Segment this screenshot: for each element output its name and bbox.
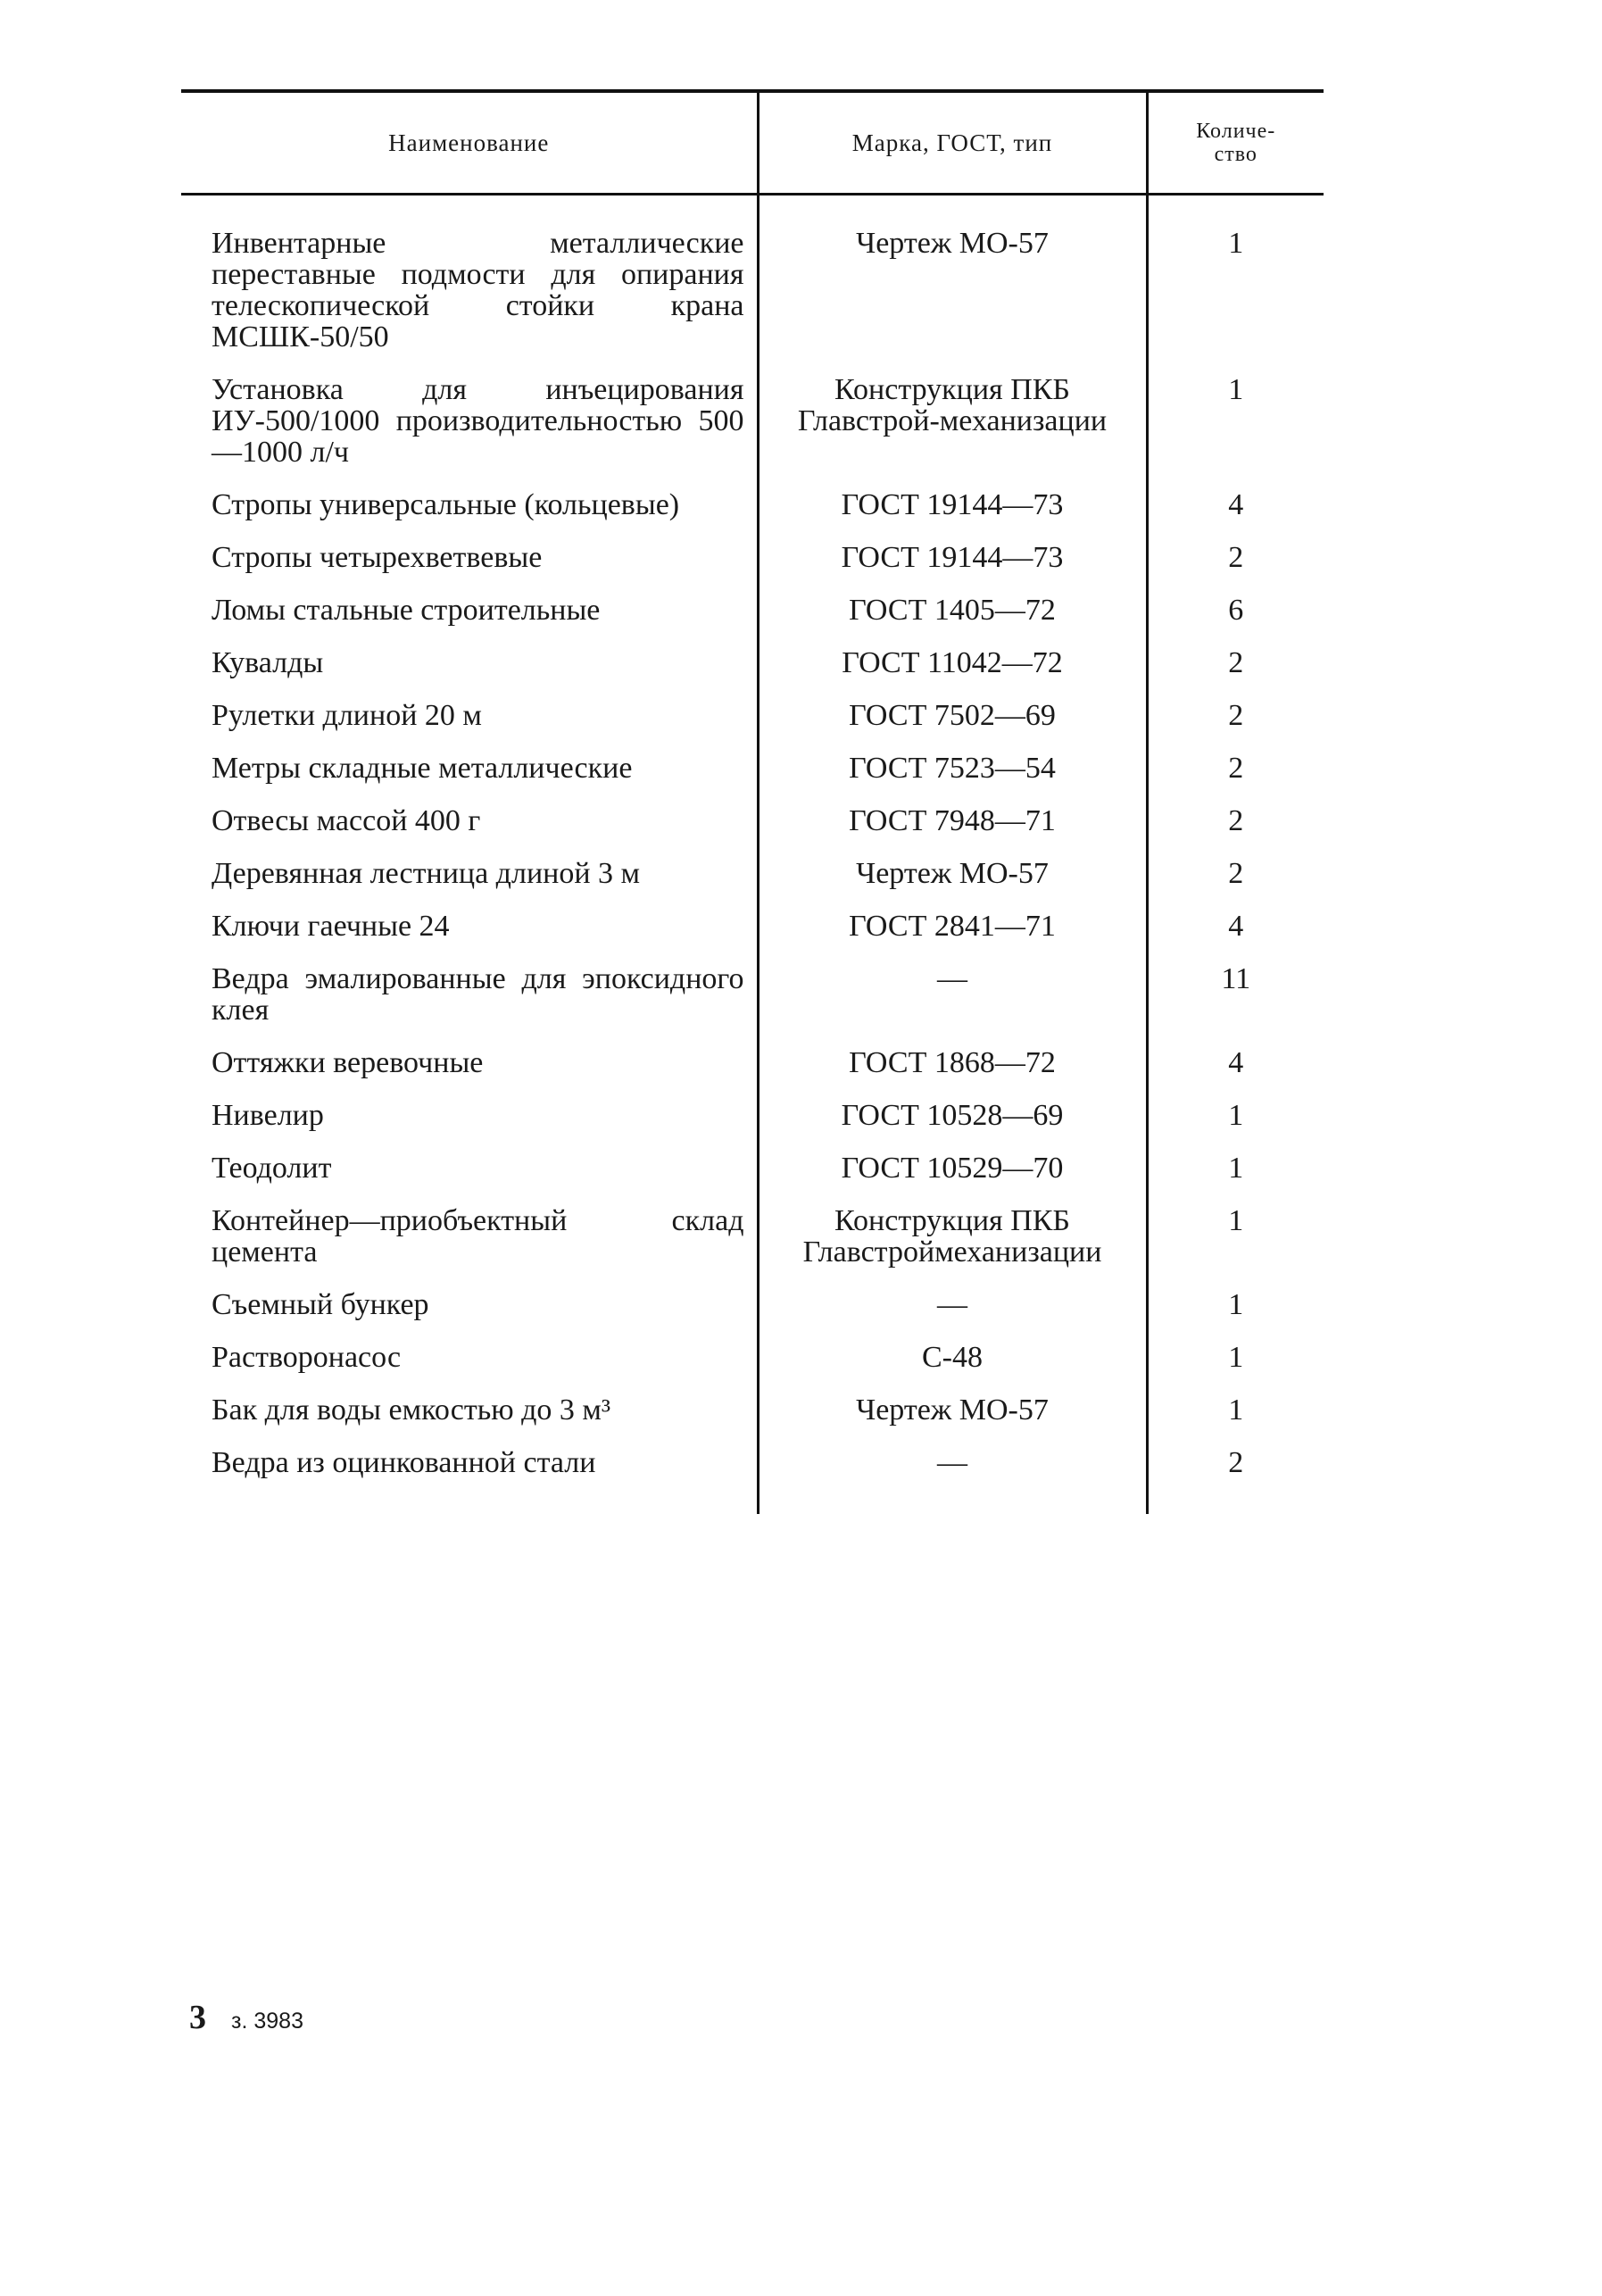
row-mark-cell: ГОСТ 1868—72 xyxy=(758,1042,1147,1094)
row-name-cell: Рулетки длиной 20 м xyxy=(212,699,482,732)
row-qty-cell: 1 xyxy=(1147,1147,1324,1200)
row-qty-cell: 2 xyxy=(1147,1442,1324,1514)
row-qty-cell: 1 xyxy=(1147,1094,1324,1147)
row-mark-cell: Конструкция ПКБ Главстрой-механизации xyxy=(758,369,1147,484)
row-mark-cell: С-48 xyxy=(758,1336,1147,1389)
table-row xyxy=(181,369,1324,484)
row-mark-cell: — xyxy=(758,958,1147,1042)
row-qty-cell: 1 xyxy=(1147,369,1324,484)
row-qty-cell: 2 xyxy=(1147,695,1324,747)
row-name-cell: Ведра из оцинкованной стали xyxy=(212,1446,596,1479)
order-code: з. 3983 xyxy=(231,2009,303,2034)
table-row xyxy=(181,800,1324,853)
equipment-table-wrap xyxy=(181,89,1324,1514)
row-mark-cell: ГОСТ 1405—72 xyxy=(758,589,1147,642)
row-mark-cell: ГОСТ 7523—54 xyxy=(758,747,1147,800)
table-row xyxy=(181,1336,1324,1389)
row-qty-cell: 6 xyxy=(1147,589,1324,642)
table-row xyxy=(181,537,1324,589)
header-name: Наименование xyxy=(181,91,758,195)
row-name-cell: Деревянная лестница длиной 3 м xyxy=(212,857,641,890)
row-name-cell: Теодолит xyxy=(212,1152,332,1185)
row-qty-cell: 11 xyxy=(1147,958,1324,1042)
table-row xyxy=(181,1094,1324,1147)
table-row xyxy=(181,958,1324,1042)
row-name-cell: Оттяжки веревочные xyxy=(212,1046,484,1079)
row-name-cell: Инвентарные металлические переставные подмости для опирания телескопической стойки крана МСШК-50/50 xyxy=(212,227,744,354)
row-name-cell: Стропы четырехветвевые xyxy=(212,541,543,574)
row-mark-cell: ГОСТ 7948—71 xyxy=(758,800,1147,853)
row-name-cell: Нивелир xyxy=(212,1099,324,1132)
row-qty-cell: 2 xyxy=(1147,747,1324,800)
table-row xyxy=(181,642,1324,695)
header-qty-line1: Количе- xyxy=(1196,120,1276,143)
row-mark-cell: Чертеж МО-57 xyxy=(758,195,1147,370)
row-mark-cell: ГОСТ 19144—73 xyxy=(758,537,1147,589)
row-qty-cell: 2 xyxy=(1147,853,1324,905)
row-qty-cell: 4 xyxy=(1147,1042,1324,1094)
row-mark-cell: ГОСТ 7502—69 xyxy=(758,695,1147,747)
row-mark-cell: ГОСТ 10528—69 xyxy=(758,1094,1147,1147)
table-row xyxy=(181,905,1324,958)
header-qty xyxy=(1147,91,1324,195)
row-qty-cell: 4 xyxy=(1147,484,1324,537)
row-name-cell: Бак для воды емкостью до 3 м³ xyxy=(212,1393,611,1427)
row-mark-cell: Конструкция ПКБ Главстроймеханизации xyxy=(758,1200,1147,1284)
row-qty-cell: 1 xyxy=(1147,1200,1324,1284)
row-qty-cell: 1 xyxy=(1147,1336,1324,1389)
table-row xyxy=(181,1284,1324,1336)
row-qty-cell: 1 xyxy=(1147,1389,1324,1442)
row-name-cell: Ломы стальные строительные xyxy=(212,594,601,627)
table-body xyxy=(181,195,1324,1515)
row-name-cell: Кувалды xyxy=(212,646,324,679)
table-row xyxy=(181,589,1324,642)
row-mark-cell: — xyxy=(758,1442,1147,1514)
row-qty-cell: 2 xyxy=(1147,642,1324,695)
row-qty-cell: 1 xyxy=(1147,1284,1324,1336)
row-mark-cell: ГОСТ 10529—70 xyxy=(758,1147,1147,1200)
page-number: 3 xyxy=(189,1999,206,2036)
header-row xyxy=(181,91,1324,195)
row-name-cell: Контейнер—приобъектный склад цемента xyxy=(212,1204,744,1269)
row-name-cell: Съемный бункер xyxy=(212,1288,429,1321)
table-row xyxy=(181,747,1324,800)
row-name-cell: Растворонасос xyxy=(212,1341,402,1374)
header-mark: Марка, ГОСТ, тип xyxy=(758,91,1147,195)
row-qty-cell: 2 xyxy=(1147,800,1324,853)
table-row xyxy=(181,695,1324,747)
row-mark-cell: — xyxy=(758,1284,1147,1336)
row-qty-cell: 4 xyxy=(1147,905,1324,958)
table-row xyxy=(181,1442,1324,1514)
row-name-cell: Метры складные металлические xyxy=(212,752,633,785)
row-name-cell: Установка для инъецирования ИУ-500/1000 производительностью 500—1000 л/ч xyxy=(212,373,744,469)
table-row xyxy=(181,484,1324,537)
table-row xyxy=(181,853,1324,905)
table-row xyxy=(181,1389,1324,1442)
row-mark-cell: ГОСТ 19144—73 xyxy=(758,484,1147,537)
row-mark-cell: ГОСТ 11042—72 xyxy=(758,642,1147,695)
table-row xyxy=(181,1147,1324,1200)
row-mark-cell: Чертеж МО-57 xyxy=(758,853,1147,905)
equipment-table xyxy=(181,89,1324,1514)
row-qty-cell: 1 xyxy=(1147,195,1324,370)
row-mark-cell: ГОСТ 2841—71 xyxy=(758,905,1147,958)
row-name-cell: Ведра эмалированные для эпоксидного клея xyxy=(212,962,744,1027)
row-qty-cell: 2 xyxy=(1147,537,1324,589)
table-row xyxy=(181,195,1324,370)
row-mark-cell: Чертеж МО-57 xyxy=(758,1389,1147,1442)
page-footer xyxy=(189,1998,303,2037)
row-name-cell: Ключи гаечные 24 xyxy=(212,910,450,943)
table-header xyxy=(181,91,1324,195)
header-qty-line2: ство xyxy=(1214,143,1258,166)
row-name-cell: Стропы универсальные (кольцевые) xyxy=(212,488,680,521)
table-row xyxy=(181,1042,1324,1094)
row-name-cell: Отвесы массой 400 г xyxy=(212,804,481,837)
table-row xyxy=(181,1200,1324,1284)
